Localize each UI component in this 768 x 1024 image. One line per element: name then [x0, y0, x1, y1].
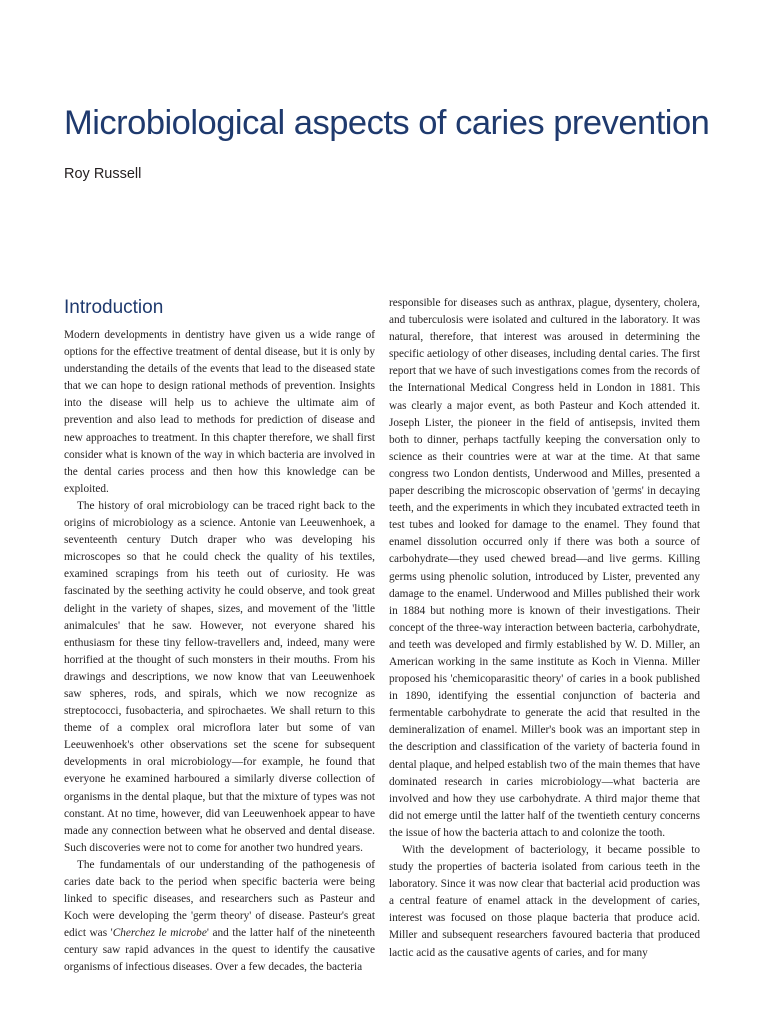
paragraph: The fundamentals of our understanding of the pathogenesis of caries date back to the period when specific bacteria were being linked to specific diseases, and researchers such as Pasteur and Koch were developing the 'germ theory' of disease. Pasteur's great edict was 'Cherchez le microbe' and the latter half of the nineteenth century saw rapid advances in the quest to identify the causative organisms of infectious diseases. Over a few decades, the bacteria	[64, 858, 375, 974]
left-column	[64, 296, 375, 977]
paragraph: responsible for diseases such as anthrax, plague, dysentery, cholera, and tuberculosis were isolated and cultured in the laboratory. It was natural, therefore, that interest was aroused in determining the specific aetiology of other diseases, including dental caries. The first report that we have of such investigations comes from the records of the International Medical Congress held in London in 1881. This was clearly a major event, as both Pasteur and Koch attended it. Joseph Lister, the pioneer in the field of antisepsis, invited them both to dinner, perhaps tactfully keeping the conversation only to science as their countries were at war at the time. At that same congress two London dentists, Underwood and Milles, presented a paper describing the microscopic observation of 'germs' in decaying teeth, and the experiments in which they incubated extracted teeth in test tubes and looked for damage to the enamel. They found that enamel dissolution occurred only if there was both a source of carbohydrate—they used chewed bread—and live germs. Killing germs using phenolic solution, introduced by Lister, prevented any damage to the enamel. Underwood and Milles published their work in 1884 but nothing more is known of their investigations. Their concept of the three-way interaction between bacteria, carbohydrate, and teeth was developed and firmly established by W. D. Miller, an American working in the same institute as Koch in Vienna. Miller proposed his 'chemicoparasitic theory' of caries in a book published in 1890, identifying the essential conjunction of bacteria and fermentable carbohydrate to generate the acid that resulted in the demineralization of enamel. Miller's book was an important step in the description and classification of the variety of bacteria found in dental plaque, and helped establish two of the main themes that have dominated research in caries microbiology—what bacteria are involved and how they use carbohydrate. A third major theme that did not emerge until the latter half of the twentieth century concerns the issue of how the bacteria attach to and colonize the tooth.	[389, 297, 700, 839]
right-column	[389, 295, 700, 962]
paragraph: Modern developments in dentistry have given us a wide range of options for the effective treatment of dental disease, but it is only by understanding the details of the events that lead to the diseased state that we can hope to design rational methods of prevention. Insights into the disease will help us to achieve the ultimate aim of prevention and also lead to methods for prediction of disease and new approaches to treatment. In this chapter therefore, we shall first consider what is known of the way in which bacteria are involved in the dental caries process and then how this knowledge can be exploited.	[64, 329, 375, 495]
paragraph: With the development of bacteriology, it became possible to study the properties of bacteria isolated from carious teeth in the laboratory. Since it was now clear that bacterial acid production was a central feature of enamel attack in the development of caries, interest was focused on those plaque bacteria that produce acid. Miller and subsequent researchers favoured bacteria that produced lactic acid as the causative agents of caries, and for many	[389, 844, 700, 959]
author-name: Roy Russell	[64, 166, 142, 182]
article-title: Microbiological aspects of caries prevention	[64, 104, 710, 142]
paragraph: The history of oral microbiology can be traced right back to the origins of microbiology as a science. Antonie van Leeuwenhoek, a seventeenth century Dutch draper who was developing his microscopes so that he could check the quality of his textiles, examined scrapings from his teeth out of curiosity. He was fascinated by the seething activity he could observe, and took great delight in the variety of shapes, sizes, and movement of the 'little animalcules' that he saw. However, not everyone shared his enthusiasm for these tiny fellow-travellers and, indeed, many were horrified at the thought of such monsters in their mouths. From his drawings and descriptions, we now know that van Leeuwenhoek saw spheres, rods, and spirals, which we now recognize as streptococci, fusobacteria, and spirochaetes. We shall return to this theme of a complex oral microflora later but some of van Leeuwenhoek's other observations set the scene for subsequent developments in oral microbiology—for example, he found that everyone he examined harboured a similarly diverse collection of organisms in the dental plaque, but that the mixture of types was not constant. At no time, however, did van Leeuwenhoek appear to have made any connection between what he observed and dental disease. Such discoveries were not to come for another two hundred years.	[64, 499, 375, 854]
italic-phrase: Cherchez le microbe	[112, 927, 207, 940]
section-heading-introduction: Introduction	[64, 297, 164, 318]
